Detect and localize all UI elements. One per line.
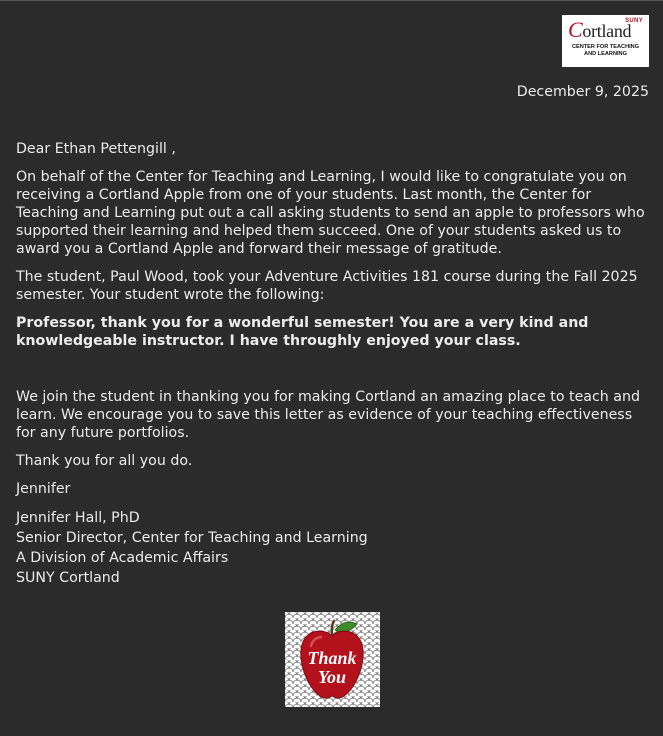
- logo-subtitle: [562, 44, 649, 58]
- letter-body: [16, 140, 648, 588]
- student-quote: Professor, thank you for a wonderful semester! You are a very kind and knowledgeable instructor. I have throughly enjoyed your class.: [16, 315, 589, 349]
- student-paragraph: The student, Paul Wood, took your Adventure Activities 181 course during the Fall 2025 semester. Your student wrote the following:: [16, 269, 638, 303]
- signature-block: [16, 508, 648, 588]
- letter-date: December 9, 2025: [516, 84, 649, 100]
- thank-you-apple-image: [285, 612, 380, 707]
- logo-subtitle-line2: AND LEARNING: [584, 51, 627, 57]
- suny-cortland-ctl-logo: [562, 15, 649, 67]
- logo-wordmark-cap: C: [568, 17, 583, 42]
- sign-off-first-name: Jennifer: [16, 481, 71, 497]
- signature-division: A Division of Academic Affairs: [16, 550, 229, 566]
- logo-subtitle-line1: CENTER FOR TEACHING: [571, 44, 640, 50]
- apple-icon: [285, 612, 380, 707]
- signature-title: Senior Director, Center for Teaching and Learning: [16, 530, 368, 546]
- logo-wordmark: [568, 17, 632, 42]
- thanks-line: Thank you for all you do.: [16, 453, 193, 469]
- greeting: Dear Ethan Pettengill ,: [16, 141, 176, 157]
- apple-text-line1: Thank: [307, 648, 357, 668]
- signature-name: Jennifer Hall, PhD: [16, 510, 140, 526]
- intro-paragraph: On behalf of the Center for Teaching and Learning, I would like to congratulate you on receiving a Cortland Apple from one of your students. Last month, the Center for Teaching and Learning put out a call asking students to send an apple to professors who supported their learning and helped them succeed. One of your students asked us to award you a Cortland Apple and forward their message of gratitude.: [16, 169, 645, 257]
- logo-wordmark-rest: ortland: [582, 21, 632, 41]
- closing-paragraph: We join the student in thanking you for making Cortland an amazing place to teach and learn. We encourage you to save this letter as evidence of your teaching effectiveness for any future portfolios.: [16, 389, 640, 441]
- logo-suny-text: SUNY: [625, 18, 643, 24]
- signature-institution: SUNY Cortland: [16, 570, 120, 586]
- apple-text-line2: You: [317, 667, 347, 687]
- top-border: [0, 0, 663, 1]
